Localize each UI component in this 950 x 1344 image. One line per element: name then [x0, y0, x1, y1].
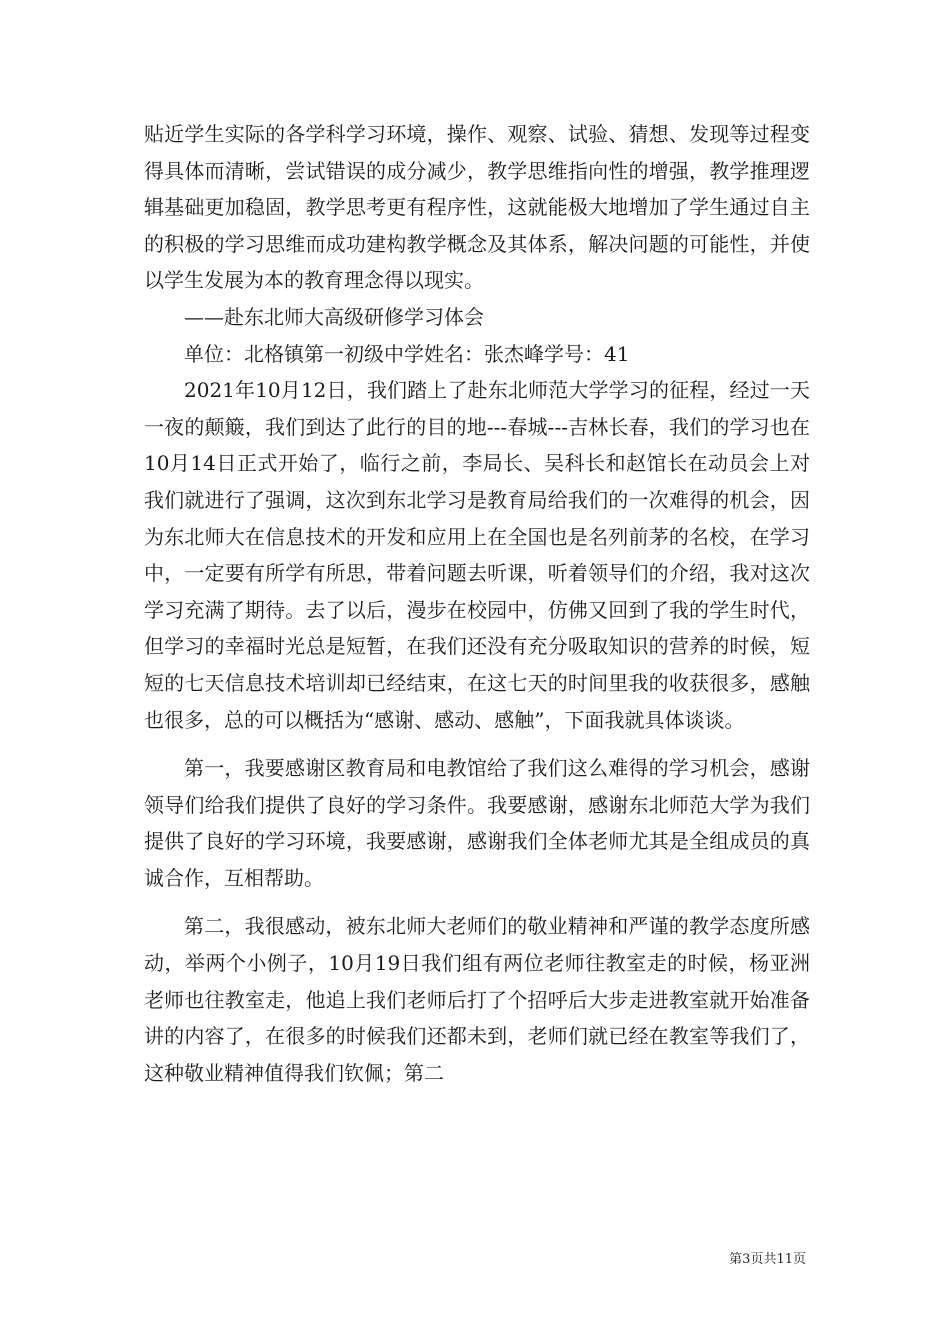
paragraph-journey: 2021年10月12日，我们踏上了赴东北师范大学学习的征程，经过一天一夜的颠簸，我们到达了此行的目的地---春城---吉林长春，我们的学习也在10月14日正式开始了，临行之前，李局长、吴科长和赵馆长在动员会上对我们就进行了强调，这次到东北学习是教育局给我们的一次难得的机会，因为东北师大在信息技术的开发和应用上在全国也是名列前茅的名校，在学习中，一定要有所学有所思，带着问题去听课，听着领导们的介绍，我对这次学习充满了期待。去了以后，漫步在校园中，仿佛又回到了我的学生时代，但学习的幸福时光总是短暂，在我们还没有充分吸取知识的营养的时候，短短的七天信息技术培训却已经结束，在这七天的时间里我的收获很多，感触也很多，总的可以概括为“感谢、感动、感触”，下面我就具体谈谈。 [144, 378, 810, 732]
page-number-footer: 第3页共11页 [729, 1252, 806, 1267]
paragraph-author-info: 单位：北格镇第一初级中学姓名：张杰峰学号：41 [184, 341, 630, 366]
paragraph-second-moved: 第二，我很感动，被东北师大老师们的敬业精神和严谨的教学态度所感动，举两个小例子，10月19日我们组有两位老师往教室走的时候，杨亚洲老师也往教室走，他追上我们老师后打了个招呼后大步走进教室就开始准备讲的内容了，在很多的时候我们还都未到，老师们就已经在教室等我们了，这种敬业精神值得我们钦佩；第二 [144, 914, 810, 1085]
paragraph-intro-continuation: 贴近学生实际的各学科学习环境，操作、观察、试验、猜想、发现等过程变得具体而清晰，尝试错误的成分减少，教学思维指向性的增强，教学推理逻辑基础更加稳固，教学思考更有程序性，这就能极大地增加了学生通过自主的积极的学习思维而成功建构教学概念及其体系，解决问题的可能性，并使以学生发展为本的教育理念得以现实。 [144, 122, 810, 293]
paragraph-subtitle: ——赴东北师大高级研修学习体会 [184, 304, 484, 329]
document-body [144, 116, 810, 1091]
paragraph-first-gratitude: 第一，我要感谢区教育局和电教馆给了我们这么难得的学习机会，感谢领导们给我们提供了良好的学习条件。我要感谢，感谢东北师范大学为我们提供了良好的学习环境，我要感谢，感谢我们全体老师尤其是全组成员的真诚合作，互相帮助。 [144, 756, 810, 890]
